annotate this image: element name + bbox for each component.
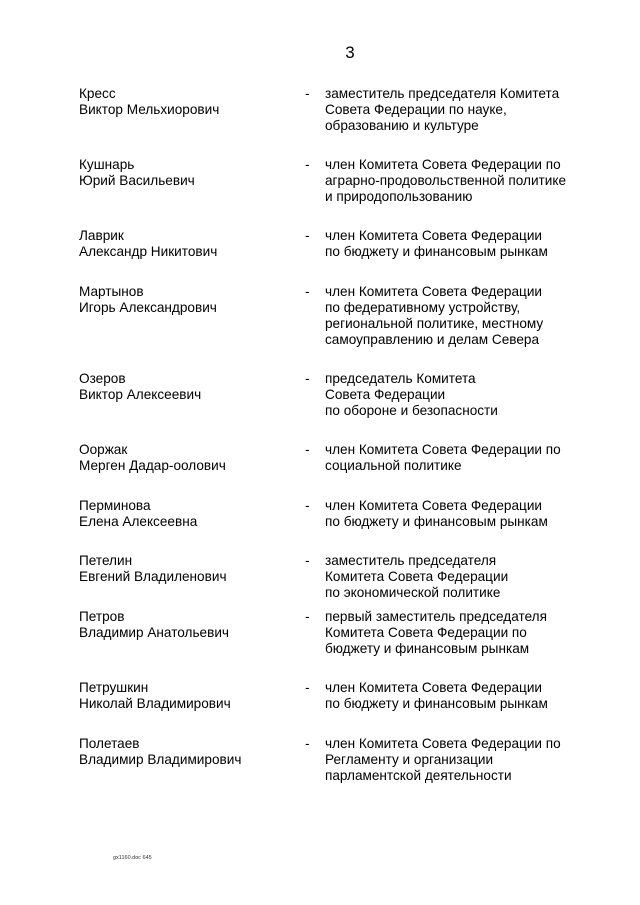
role-line: член Комитета Совета Федерации по	[325, 442, 561, 457]
separator-dash: -	[305, 609, 310, 624]
member-name	[79, 228, 299, 260]
role-line: по бюджету и финансовым рынкам	[325, 514, 548, 529]
role-line: Комитета Совета Федерации по	[325, 625, 527, 640]
role-line: бюджету и финансовым рынкам	[325, 641, 530, 656]
member-surname: Перминова	[79, 498, 151, 513]
member-name	[79, 553, 299, 585]
member-given-name: Елена Алексеевна	[79, 514, 198, 529]
member-given-name: Николай Владимирович	[79, 696, 231, 711]
member-given-name: Юрий Васильевич	[79, 173, 195, 188]
role-line: региональной политике, местному	[325, 316, 544, 331]
member-role	[325, 498, 605, 530]
separator-dash: -	[305, 228, 310, 243]
member-name	[79, 736, 299, 768]
member-surname: Полетаев	[79, 736, 140, 751]
separator-dash: -	[305, 680, 310, 695]
member-name	[79, 284, 299, 316]
member-surname: Озеров	[79, 371, 126, 386]
member-role	[325, 228, 605, 260]
role-line: заместитель председателя Комитета	[325, 86, 560, 101]
member-surname: Петелин	[79, 553, 133, 568]
member-name	[79, 498, 299, 530]
member-surname: Лаврик	[79, 228, 124, 243]
member-surname: Ооржак	[79, 442, 128, 457]
separator-dash: -	[305, 157, 310, 172]
member-given-name: Евгений Владиленович	[79, 569, 227, 584]
separator-dash: -	[305, 371, 310, 386]
member-surname: Кушнарь	[79, 157, 135, 172]
member-given-name: Владимир Владимирович	[79, 752, 242, 767]
role-line: по экономической политике	[325, 585, 501, 600]
role-line: Совета Федерации по науке,	[325, 102, 507, 117]
role-line: член Комитета Совета Федерации	[325, 284, 543, 299]
member-surname: Петров	[79, 609, 125, 624]
member-given-name: Игорь Александрович	[79, 300, 217, 315]
role-line: Комитета Совета Федерации	[325, 569, 509, 584]
member-surname: Кресс	[79, 86, 116, 101]
role-line: член Комитета Совета Федерации	[325, 228, 543, 243]
role-line: Регламенту и организации	[325, 752, 494, 767]
role-line: по обороне и безопасности	[325, 403, 498, 418]
role-line: по бюджету и финансовым рынкам	[325, 244, 548, 259]
document-footer: gx1160.doc 645	[113, 855, 152, 861]
role-line: парламентской деятельности	[325, 768, 512, 783]
role-line: самоуправлению и делам Севера	[325, 332, 540, 347]
role-line: по федеративному устройству,	[325, 300, 521, 315]
member-name	[79, 609, 299, 641]
member-name	[79, 371, 299, 403]
role-line: и природопользованию	[325, 189, 473, 204]
member-role	[325, 736, 605, 784]
role-line: член Комитета Совета Федерации по	[325, 736, 561, 751]
separator-dash: -	[305, 553, 310, 568]
role-line: социальной политике	[325, 458, 462, 473]
member-role	[325, 86, 605, 134]
page-number: 3	[345, 43, 355, 62]
member-given-name: Мерген Дадар-оолович	[79, 458, 226, 473]
separator-dash: -	[305, 736, 310, 751]
member-name	[79, 157, 299, 189]
role-line: заместитель председателя	[325, 553, 497, 568]
role-line: образованию и культуре	[325, 118, 479, 133]
role-line: по бюджету и финансовым рынкам	[325, 696, 548, 711]
role-line: первый заместитель председателя	[325, 609, 547, 624]
member-name	[79, 442, 299, 474]
member-role	[325, 609, 605, 657]
member-role	[325, 371, 605, 419]
role-line: член Комитета Совета Федерации по	[325, 157, 561, 172]
separator-dash: -	[305, 442, 310, 457]
role-line: аграрно-продовольственной политике	[325, 173, 567, 188]
role-line: член Комитета Совета Федерации	[325, 680, 543, 695]
separator-dash: -	[305, 86, 310, 101]
member-surname: Мартынов	[79, 284, 144, 299]
member-given-name: Виктор Мельхиорович	[79, 102, 220, 117]
member-name	[79, 86, 299, 118]
separator-dash: -	[305, 498, 310, 513]
member-role	[325, 442, 605, 474]
member-given-name: Владимир Анатольевич	[79, 625, 230, 640]
separator-dash: -	[305, 284, 310, 299]
role-line: председатель Комитета	[325, 371, 476, 386]
role-line: Совета Федерации	[325, 387, 446, 402]
member-surname: Петрушкин	[79, 680, 149, 695]
member-role	[325, 284, 605, 348]
member-given-name: Виктор Алексеевич	[79, 387, 202, 402]
member-role	[325, 680, 605, 712]
member-name	[79, 680, 299, 712]
role-line: член Комитета Совета Федерации	[325, 498, 543, 513]
member-role	[325, 157, 605, 205]
member-given-name: Александр Никитович	[79, 244, 218, 259]
member-role	[325, 553, 605, 601]
